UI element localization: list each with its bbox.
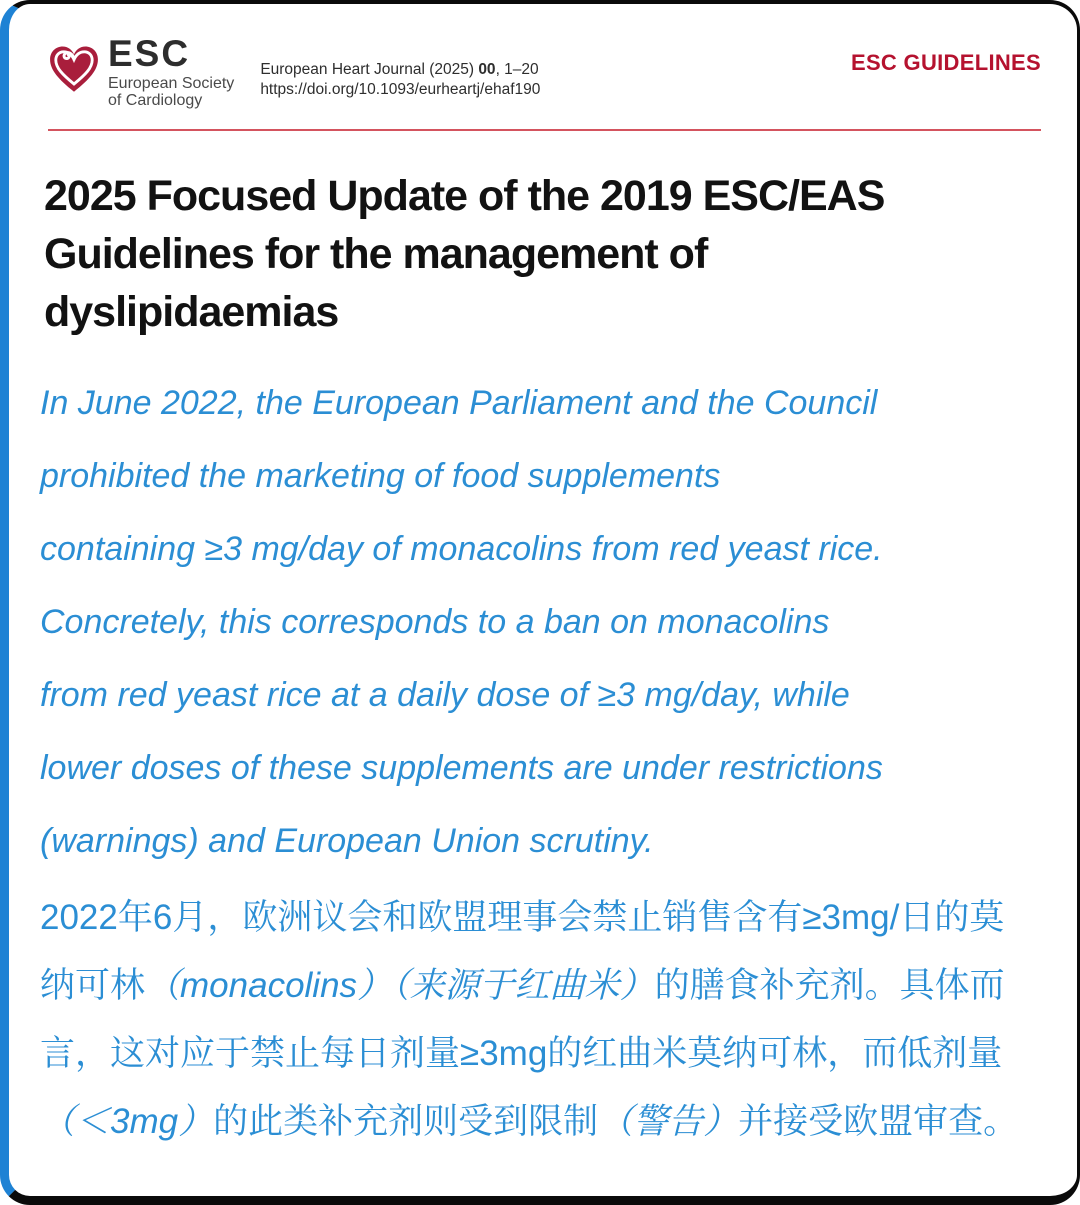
text-line: from red yeast rice at a daily dose of ≥3 mg/day, while	[40, 676, 850, 714]
chinese-translation	[40, 884, 1047, 1156]
esc-logo-text	[108, 34, 234, 109]
journal-citation-line	[260, 60, 540, 80]
esc-logo-society-line2: of Cardiology	[108, 92, 203, 109]
journal-citation	[260, 60, 540, 100]
text-line: In June 2022, the European Parliament and the Council	[40, 384, 878, 422]
text-line: lower doses of these supplements are under restrictions	[40, 749, 883, 787]
header-divider	[48, 129, 1041, 131]
text-line: containing ≥3 mg/day of monacolins from red yeast rice.	[40, 530, 883, 568]
text-line: （＜3mg）的此类补充剂则受到限制（警告）并接受欧盟审查。	[40, 1102, 1019, 1141]
english-excerpt	[40, 367, 1047, 878]
journal-name: European Heart Journal (2025)	[260, 61, 479, 78]
doi-link[interactable]: https://doi.org/10.1093/eurheartj/ehaf190	[260, 81, 541, 98]
journal-pages: , 1–20	[495, 61, 539, 78]
journal-header	[36, 32, 1047, 109]
esc-logo-acronym: ESC	[108, 33, 191, 74]
text-line: 2022年6月，欧洲议会和欧盟理事会禁止销售含有≥3mg/日的莫	[40, 898, 1005, 937]
text-line: prohibited the marketing of food supplements	[40, 457, 721, 495]
journal-volume: 00	[478, 61, 496, 78]
text-line: 纳可林（monacolins）（来源于红曲米）的膳食补充剂。具体而	[40, 966, 1005, 1005]
text-line: (warnings) and European Union scrutiny.	[40, 822, 654, 860]
esc-logo-society	[108, 75, 234, 109]
esc-heart-icon	[48, 36, 100, 106]
esc-logo-society-line1: European Society	[108, 75, 235, 92]
esc-logo	[48, 34, 234, 109]
text-line: 言，这对应于禁止每日剂量≥3mg的红曲米莫纳可林，而低剂量	[40, 1034, 1003, 1073]
article-title: 2025 Focused Update of the 2019 ESC/EAS Guidelines for the management of dyslipidaemias	[44, 172, 885, 336]
text-line: Concretely, this corresponds to a ban on monacolins	[40, 603, 830, 641]
esc-guidelines-banner: ESC GUIDELINES	[850, 50, 1041, 75]
